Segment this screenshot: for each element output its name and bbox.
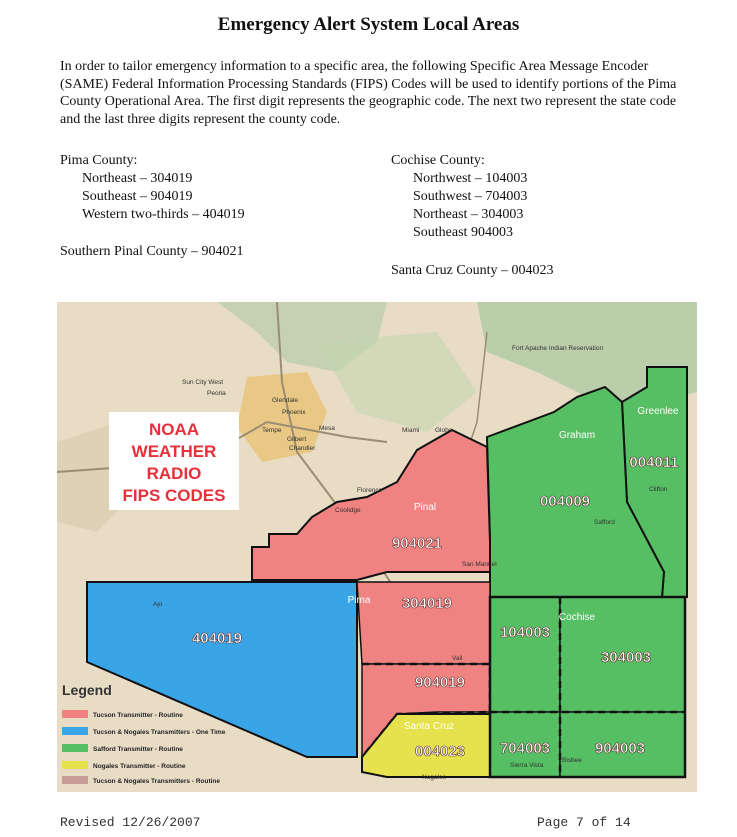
place-label: Ajo — [153, 601, 163, 608]
legend-label: Tucson & Nogales Transmitters - One Time — [93, 729, 226, 736]
code-label-904019: 904019 — [414, 674, 466, 691]
code-label-904003: 904003 — [594, 740, 646, 757]
noaa-title-line: FIPS CODES — [122, 486, 226, 505]
code-label-004009: 004009 — [539, 493, 591, 510]
place-label: Chandler — [289, 445, 316, 452]
list-item: Southwest – 704003 — [413, 189, 528, 204]
cochise-county-list — [391, 152, 527, 242]
place-label: Safford — [594, 519, 615, 526]
legend-swatch — [62, 761, 88, 769]
place-label: Florence — [357, 487, 383, 494]
list-item: Northeast – 304003 — [413, 207, 524, 222]
pima-heading: Pima County: — [60, 153, 138, 168]
pinal-line: Southern Pinal County – 904021 — [60, 244, 244, 259]
code-label-304003: 304003 — [600, 649, 652, 666]
code-label-104003: 104003 — [499, 624, 551, 641]
legend-swatch — [62, 744, 88, 752]
place-label: Globe — [435, 427, 453, 434]
legend-title: Legend — [62, 682, 112, 698]
pima-county-list — [60, 152, 245, 224]
place-label: San Manuel — [462, 561, 497, 568]
page-number: Page 7 of 14 — [537, 815, 631, 830]
place-label: Nogales — [422, 774, 446, 781]
place-label: Sierra Vista — [510, 762, 544, 769]
list-item: Southeast 904003 — [413, 225, 513, 240]
place-label: Vail — [452, 655, 463, 662]
page-title: Emergency Alert System Local Areas — [217, 14, 520, 35]
santa-cruz-line: Santa Cruz County – 004023 — [391, 263, 554, 278]
legend-swatch — [62, 776, 88, 784]
county-label-santa-cruz: Santa Cruz — [403, 721, 455, 732]
place-label: Glendale — [272, 397, 299, 404]
legend-label: Tucson & Nogales Transmitters - Routine — [93, 778, 221, 785]
code-label-404019: 404019 — [191, 630, 243, 647]
place-label: Miami — [402, 427, 420, 434]
place-label: Clifton — [649, 486, 668, 493]
legend-label: Tucson Transmitter - Routine — [93, 712, 183, 719]
place-label: Mesa — [319, 425, 335, 432]
legend-swatch — [62, 727, 88, 735]
place-label: Peoria — [207, 390, 226, 397]
legend-swatch — [62, 710, 88, 718]
place-label: Tempe — [262, 427, 282, 434]
cochise-heading: Cochise County: — [391, 153, 485, 168]
code-label-904021: 904021 — [391, 535, 443, 552]
fips-area-map — [57, 302, 697, 792]
county-label-pima: Pima — [347, 595, 371, 606]
revised-date: Revised 12/26/2007 — [60, 815, 201, 830]
noaa-title-line: NOAA — [148, 420, 200, 439]
code-label-004011: 004011 — [629, 454, 679, 471]
list-item: Northwest – 104003 — [413, 171, 528, 186]
code-label-304019: 304019 — [401, 595, 453, 612]
place-label: Bisbee — [562, 757, 582, 764]
county-label-greenlee: Greenlee — [637, 406, 679, 417]
place-label: Coolidge — [335, 507, 361, 514]
intro-paragraph: In order to tailor emergency information to a specific area, the following Specific Area Message Encoder (SAME) Federal Information Processing Standards (FIPS) Codes will be used to identify portions of the Pima County Operational Area. The first digit represents the geographic code. The next two represent the state code and the last three digits represent the county code. — [60, 59, 677, 127]
code-label-704003: 704003 — [499, 740, 551, 757]
place-label: Gilbert — [287, 436, 307, 443]
county-label-graham: Graham — [558, 430, 596, 441]
noaa-title-line: RADIO — [146, 464, 202, 483]
county-label-cochise: Cochise — [558, 612, 596, 623]
region-104003 — [490, 597, 560, 712]
place-label: Phoenix — [282, 409, 306, 416]
place-label: Sun City West — [182, 379, 224, 386]
code-label-004023: 004023 — [414, 743, 466, 760]
county-label-pinal: Pinal — [413, 502, 437, 513]
legend-label: Safford Transmitter - Routine — [93, 746, 183, 753]
list-item: Northeast – 304019 — [82, 171, 193, 186]
place-label: Fort Apache Indian Reservation — [512, 345, 604, 352]
list-item: Western two-thirds – 404019 — [82, 207, 245, 222]
noaa-title-line: WEATHER — [131, 442, 217, 461]
legend-label: Nogales Transmitter - Routine — [93, 763, 186, 770]
list-item: Southeast – 904019 — [82, 189, 193, 204]
